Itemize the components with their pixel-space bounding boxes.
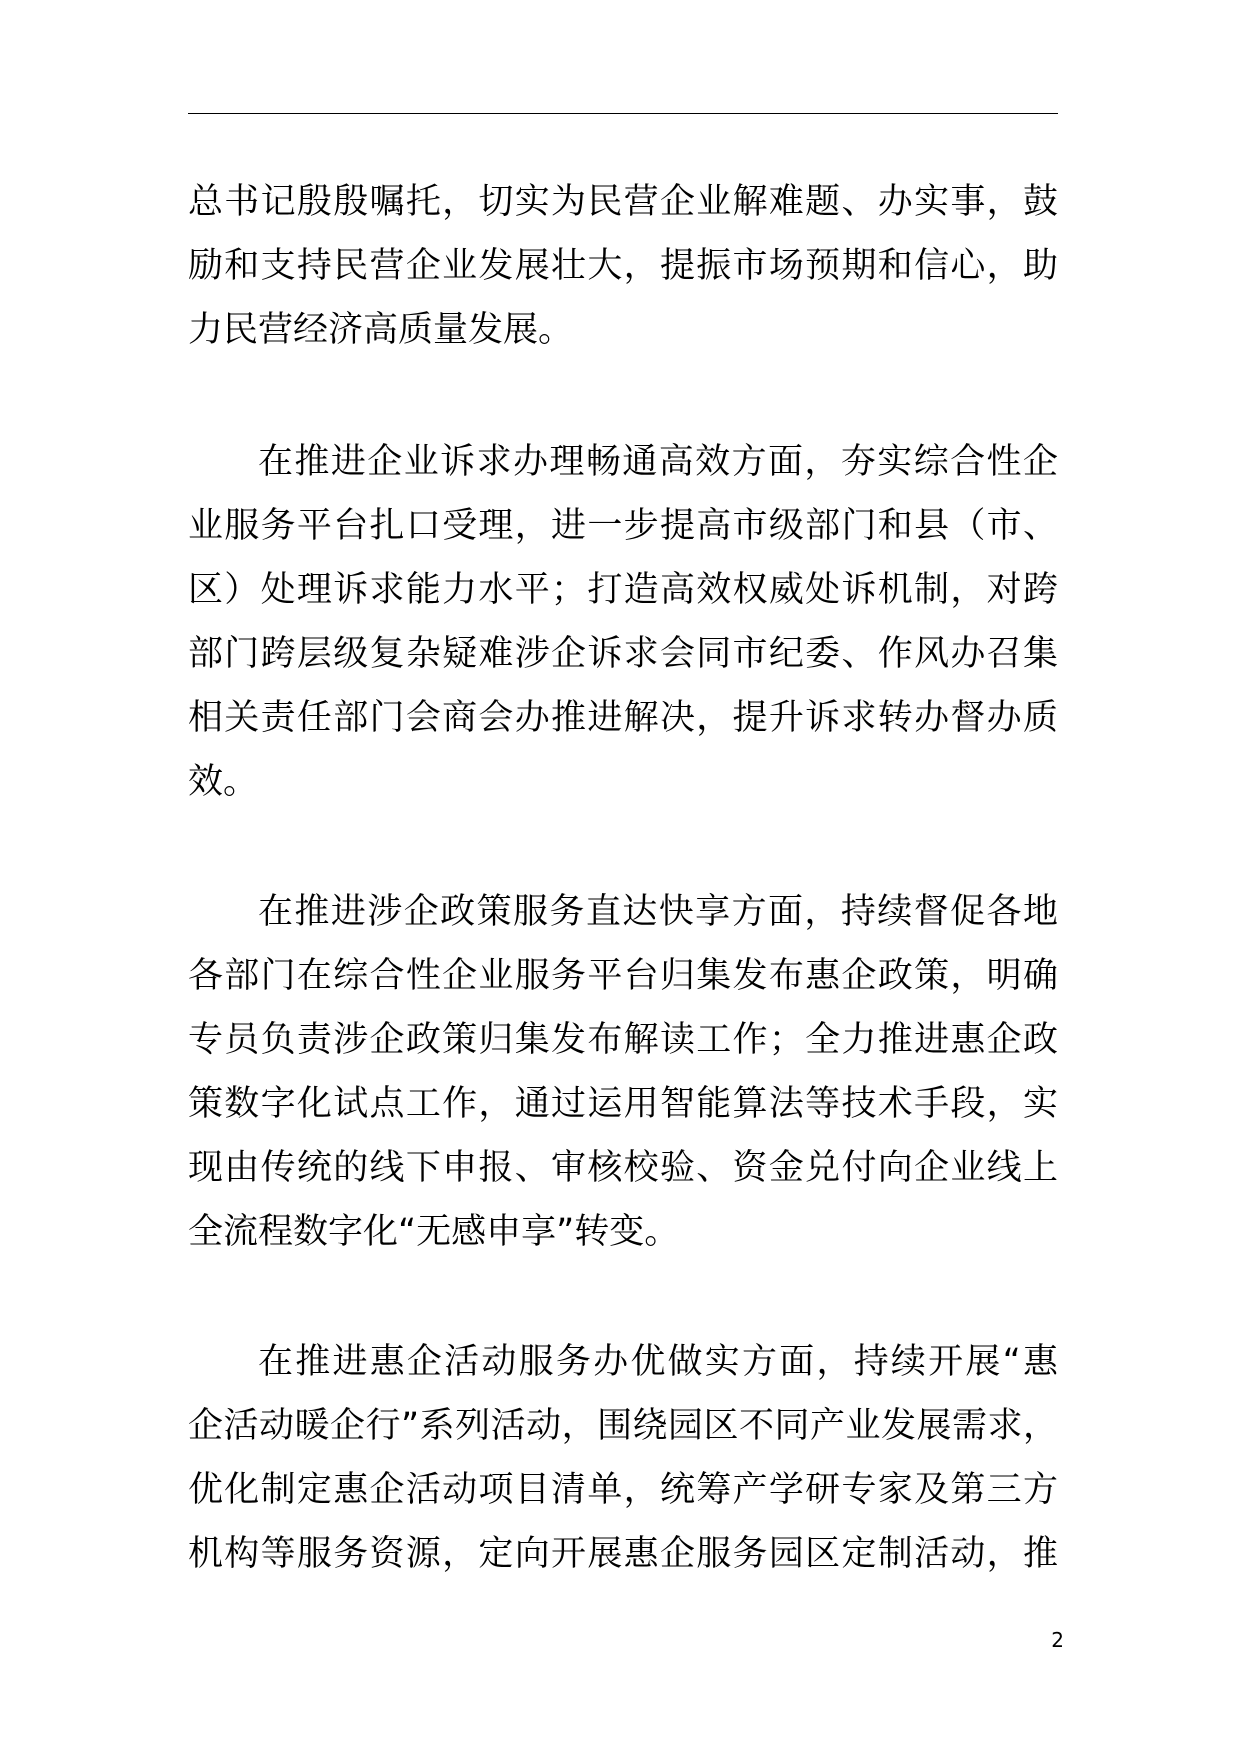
paragraph-line: 部门跨层级复杂疑难涉企诉求会同市纪委、作风办召集 [188,634,1058,674]
paragraph-line: 企活动暖企行”系列活动，围绕园区不同产业发展需求， [188,1406,1058,1446]
paragraph-line: 在推进涉企政策服务直达快享方面，持续督促各地 [258,892,1058,932]
paragraph-3 [188,880,1058,1264]
paragraph-1 [188,170,1058,362]
paragraph-line: 优化制定惠企活动项目清单，统筹产学研专家及第三方 [188,1470,1058,1510]
paragraph-line: 策数字化试点工作，通过运用智能算法等技术手段，实 [188,1084,1058,1124]
paragraph-4 [188,1330,1058,1586]
paragraph-line: 相关责任部门会商会办推进解决，提升诉求转办督办质 [188,698,1058,738]
paragraph-line: 现由传统的线下申报、审核校验、资金兑付向企业线上 [188,1148,1058,1188]
paragraph-line: 总书记殷殷嘱托，切实为民营企业解难题、办实事，鼓 [188,182,1058,222]
paragraph-line: 专员负责涉企政策归集发布解读工作；全力推进惠企政 [188,1020,1058,1060]
paragraph-line: 在推进惠企活动服务办优做实方面，持续开展“惠 [258,1342,1058,1382]
paragraph-line: 励和支持民营企业发展壮大，提振市场预期和信心，助 [188,246,1058,286]
paragraph-line: 在推进企业诉求办理畅通高效方面，夯实综合性企 [258,442,1058,482]
paragraph-line: 力民营经济高质量发展。 [188,310,574,350]
paragraph-2 [188,430,1058,814]
paragraph-line: 业服务平台扎口受理，进一步提高市级部门和县（市、 [188,506,1058,546]
paragraph-line: 全流程数字化“无感申享”转变。 [188,1212,680,1252]
paragraph-line: 各部门在综合性企业服务平台归集发布惠企政策，明确 [188,956,1058,996]
paragraph-line: 效。 [188,762,259,802]
paragraph-line: 机构等服务资源，定向开展惠企服务园区定制活动，推 [188,1534,1058,1574]
paragraph-line: 区）处理诉求能力水平；打造高效权威处诉机制，对跨 [188,570,1058,610]
header-rule [188,113,1058,114]
page-number: 2 [1051,1628,1064,1652]
